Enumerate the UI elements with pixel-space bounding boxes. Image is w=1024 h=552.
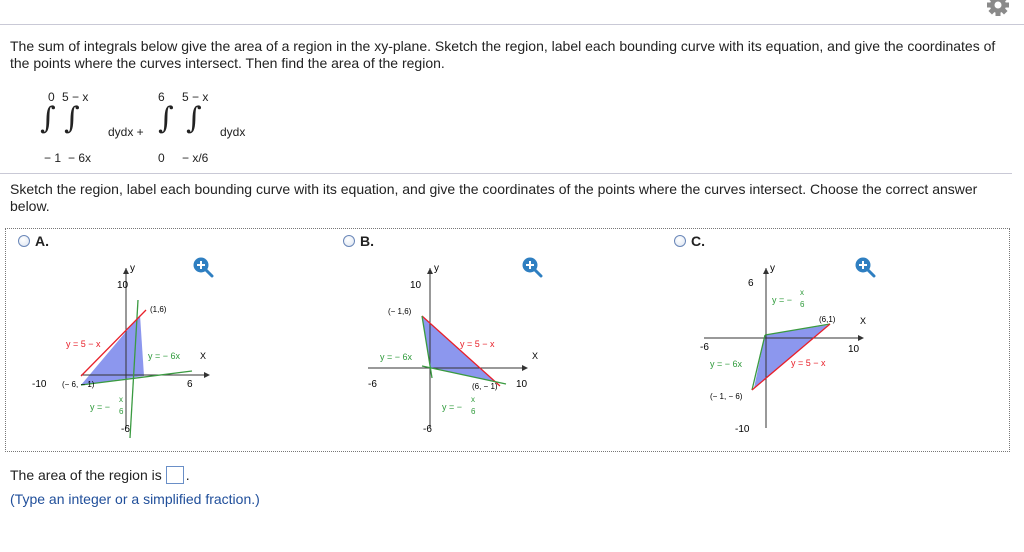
c-p1: (6,1) bbox=[819, 315, 836, 324]
b-ylabel: y bbox=[434, 263, 439, 274]
c-c3-num: x bbox=[800, 288, 804, 297]
c-c3: y = − bbox=[772, 295, 793, 305]
integral-sign: ∫ bbox=[64, 101, 80, 136]
graph-c bbox=[690, 258, 890, 448]
answer-hint: (Type an integer or a simplified fraction.) bbox=[10, 491, 260, 507]
area-answer-input[interactable] bbox=[166, 466, 184, 484]
c-xmax: 10 bbox=[848, 344, 860, 355]
settings-gear-icon[interactable] bbox=[985, 0, 1015, 20]
radio-b[interactable] bbox=[343, 235, 355, 247]
int1-upper-inner: 5 − x bbox=[62, 90, 89, 104]
question-text: The sum of integrals below give the area of a region in the xy-plane. Sketch the region, label each bounding curve with its equation, and give the coordinates of the points where the curves intersect. Then find the area of the region. bbox=[10, 38, 996, 71]
option-c-letter: C. bbox=[691, 233, 705, 249]
a-xmax: 6 bbox=[187, 379, 193, 390]
int2-upper-outer: 6 bbox=[158, 90, 165, 104]
a-c2: y = − 6x bbox=[148, 351, 181, 361]
int2-lower-outer: 0 bbox=[158, 151, 165, 165]
a-c3-num: x bbox=[119, 395, 123, 404]
c-c3-den: 6 bbox=[800, 300, 805, 309]
b-c2: y = − 6x bbox=[380, 352, 413, 362]
a-c3-den: 6 bbox=[119, 407, 124, 416]
c-xmin: -6 bbox=[700, 342, 709, 353]
a-ylabel: y bbox=[130, 263, 135, 274]
int1-lower-outer: − 1 bbox=[44, 151, 62, 165]
a-ymin: -6 bbox=[121, 424, 130, 435]
section-divider bbox=[0, 173, 1012, 174]
c-ymax: 6 bbox=[748, 278, 754, 289]
graph-a bbox=[30, 258, 230, 448]
c-xlabel: X bbox=[860, 316, 867, 326]
a-p2: (− 6, − 1) bbox=[62, 380, 95, 389]
b-c3-den: 6 bbox=[471, 407, 476, 416]
a-ymax: 10 bbox=[117, 280, 129, 291]
c-p2: (− 1, − 6) bbox=[710, 392, 743, 401]
b-xmin: -6 bbox=[368, 379, 377, 390]
answer-line bbox=[10, 466, 190, 484]
int1-lower-inner: − 6x bbox=[68, 151, 92, 165]
int2-differential: dydx bbox=[220, 125, 246, 139]
c-ylabel: y bbox=[770, 263, 775, 274]
b-xmax: 10 bbox=[516, 379, 528, 390]
b-ymin: -6 bbox=[423, 424, 432, 435]
option-b[interactable] bbox=[343, 233, 374, 249]
c-c2: y = − 6x bbox=[710, 359, 743, 369]
int1-upper-outer: 0 bbox=[48, 90, 55, 104]
integral-sign: ∫ bbox=[158, 101, 174, 136]
option-c[interactable] bbox=[674, 233, 705, 249]
integral-sign: ∫ bbox=[40, 101, 56, 136]
instruction-text: Sketch the region, label each bounding curve with its equation, and give the coordinates of the points where the curves intersect. Choose the correct answer below. bbox=[10, 181, 978, 214]
b-ymax: 10 bbox=[410, 280, 422, 291]
b-c3: y = − bbox=[442, 402, 463, 412]
top-divider bbox=[0, 24, 1024, 25]
integral-sign: ∫ bbox=[186, 101, 202, 136]
c-c1: y = 5 − x bbox=[791, 358, 826, 368]
radio-c[interactable] bbox=[674, 235, 686, 247]
a-xmin: -10 bbox=[32, 379, 47, 390]
a-c3: y = − bbox=[90, 402, 111, 412]
radio-a[interactable] bbox=[18, 235, 30, 247]
b-c3-num: x bbox=[471, 395, 475, 404]
option-b-letter: B. bbox=[360, 233, 374, 249]
c-ymin: -10 bbox=[735, 424, 750, 435]
int2-upper-inner: 5 − x bbox=[182, 90, 209, 104]
answer-prefix: The area of the region is bbox=[10, 467, 162, 483]
a-xlabel: X bbox=[200, 351, 207, 361]
integral-expression bbox=[40, 88, 280, 168]
option-a[interactable] bbox=[18, 233, 49, 249]
int1-differential: dydx + bbox=[108, 125, 144, 139]
a-p1: (1,6) bbox=[150, 305, 167, 314]
b-p1: (− 1,6) bbox=[388, 307, 412, 316]
b-c1: y = 5 − x bbox=[460, 339, 495, 349]
int2-lower-inner: − x/6 bbox=[182, 151, 209, 165]
b-xlabel: X bbox=[532, 351, 539, 361]
option-a-letter: A. bbox=[35, 233, 49, 249]
graph-b bbox=[360, 258, 560, 448]
answer-suffix: . bbox=[185, 467, 190, 483]
b-p2: (6, − 1) bbox=[472, 382, 498, 391]
a-c1: y = 5 − x bbox=[66, 339, 101, 349]
